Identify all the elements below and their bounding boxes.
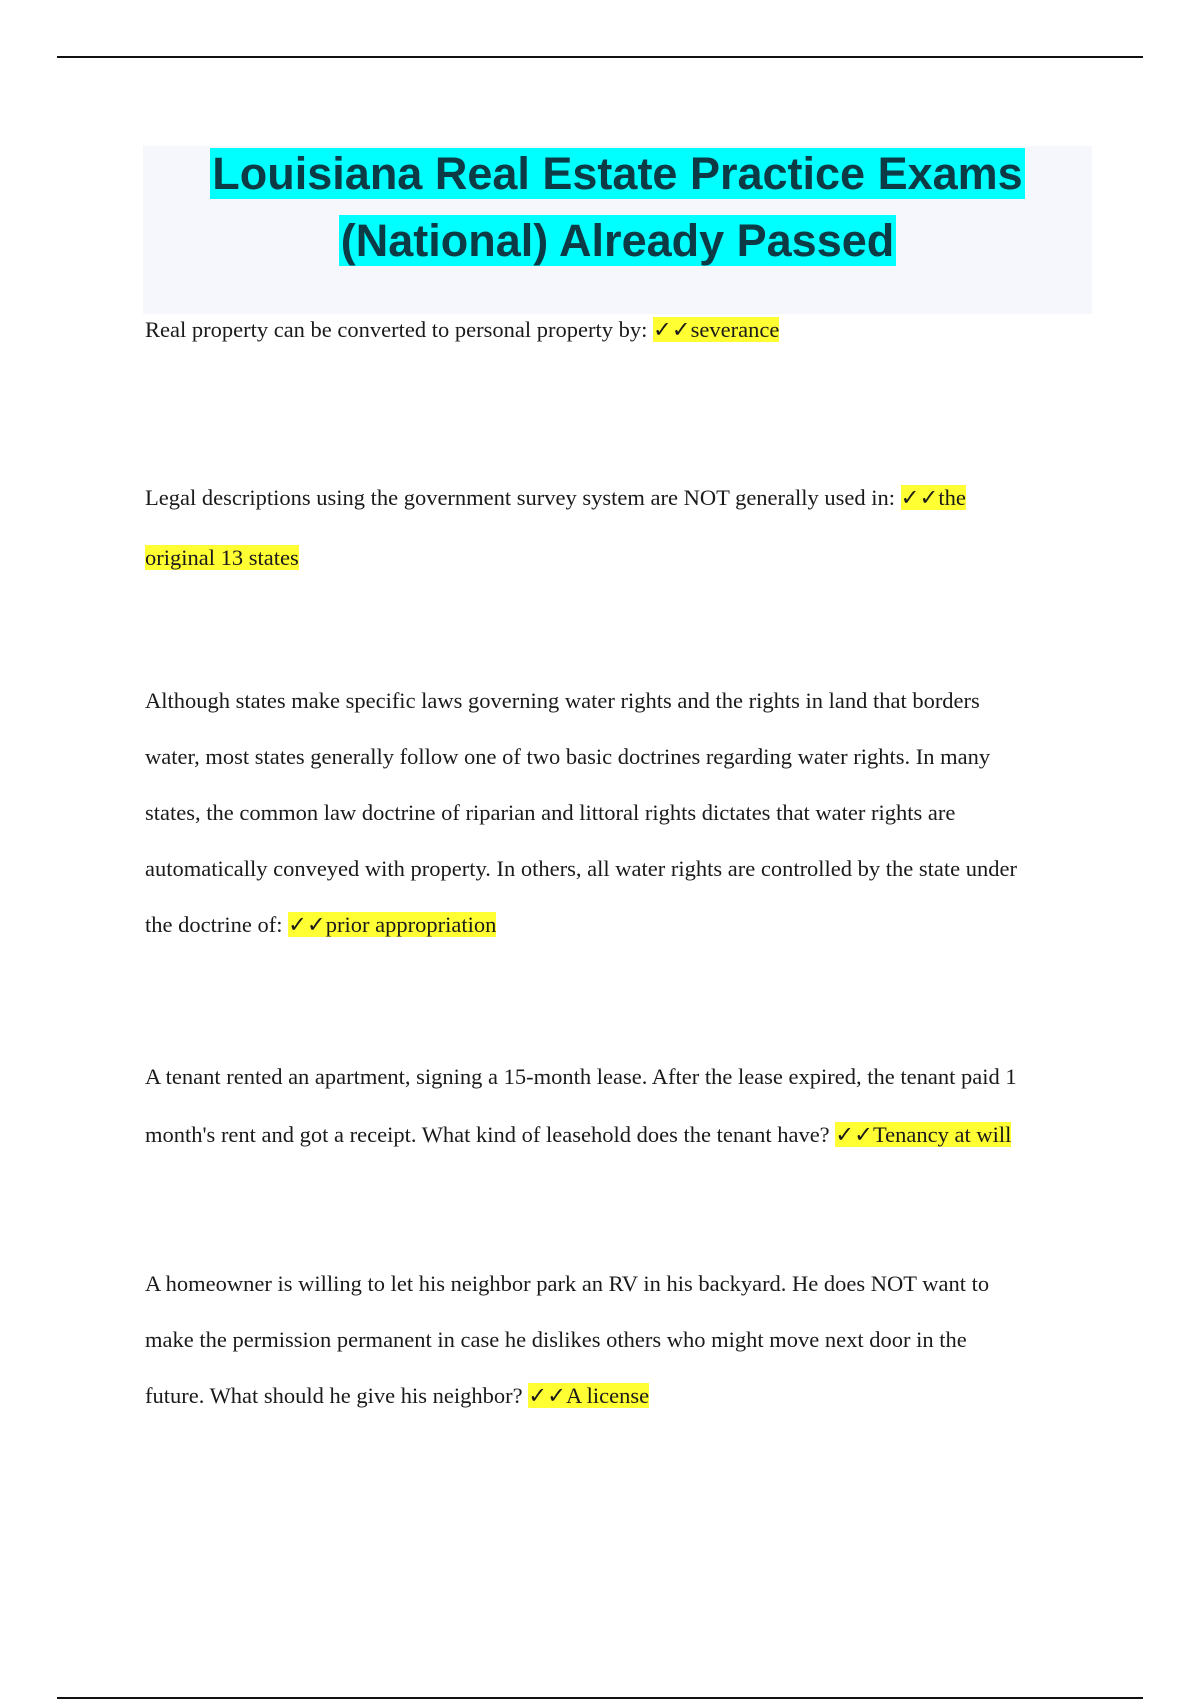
answer-highlight: ✓✓A license xyxy=(528,1383,650,1408)
question-text: Real property can be converted to personal property by: xyxy=(145,317,653,342)
answer-highlight: ✓✓prior appropriation xyxy=(288,912,497,937)
question-line: month's rent and got a receipt. What kind of leasehold does the tenant have? xyxy=(145,1122,836,1147)
question-line: make the permission permanent in case he dislikes others who might move next door in the xyxy=(145,1327,967,1352)
question-line: Although states make specific laws governing water rights and the rights in land that borders xyxy=(145,688,980,713)
document-title-line-2: (National) Already Passed xyxy=(340,215,895,266)
title-block xyxy=(143,146,1092,314)
answer-highlight: ✓✓Tenancy at will xyxy=(835,1122,1012,1147)
answer-highlight: ✓✓the xyxy=(900,485,966,510)
question-item xyxy=(145,673,1085,953)
document-title-line-1: Louisiana Real Estate Practice Exams xyxy=(212,148,1023,199)
top-rule xyxy=(57,56,1143,58)
question-item xyxy=(145,468,1085,588)
question-line: automatically conveyed with property. In others, all water rights are controlled by the state under xyxy=(145,856,1017,881)
question-item xyxy=(145,1048,1085,1164)
question-line: A tenant rented an apartment, signing a 15-month lease. After the lease expired, the tenant paid 1 xyxy=(145,1064,1017,1089)
question-line: A homeowner is willing to let his neighbor park an RV in his backyard. He does NOT want to xyxy=(145,1271,990,1296)
question-item xyxy=(145,1256,1085,1424)
question-item xyxy=(145,314,1085,346)
bottom-rule xyxy=(57,1697,1143,1699)
question-line: future. What should he give his neighbor? xyxy=(145,1383,529,1408)
question-line: states, the common law doctrine of riparian and littoral rights dictates that water rights are xyxy=(145,800,956,825)
question-text: Legal descriptions using the government survey system are NOT generally used in: xyxy=(145,485,901,510)
question-line: the doctrine of: xyxy=(145,912,289,937)
answer-highlight: ✓✓severance xyxy=(652,317,780,342)
question-line: water, most states generally follow one of two basic doctrines regarding water rights. In many xyxy=(145,744,991,769)
answer-highlight-continued: original 13 states xyxy=(145,545,299,570)
